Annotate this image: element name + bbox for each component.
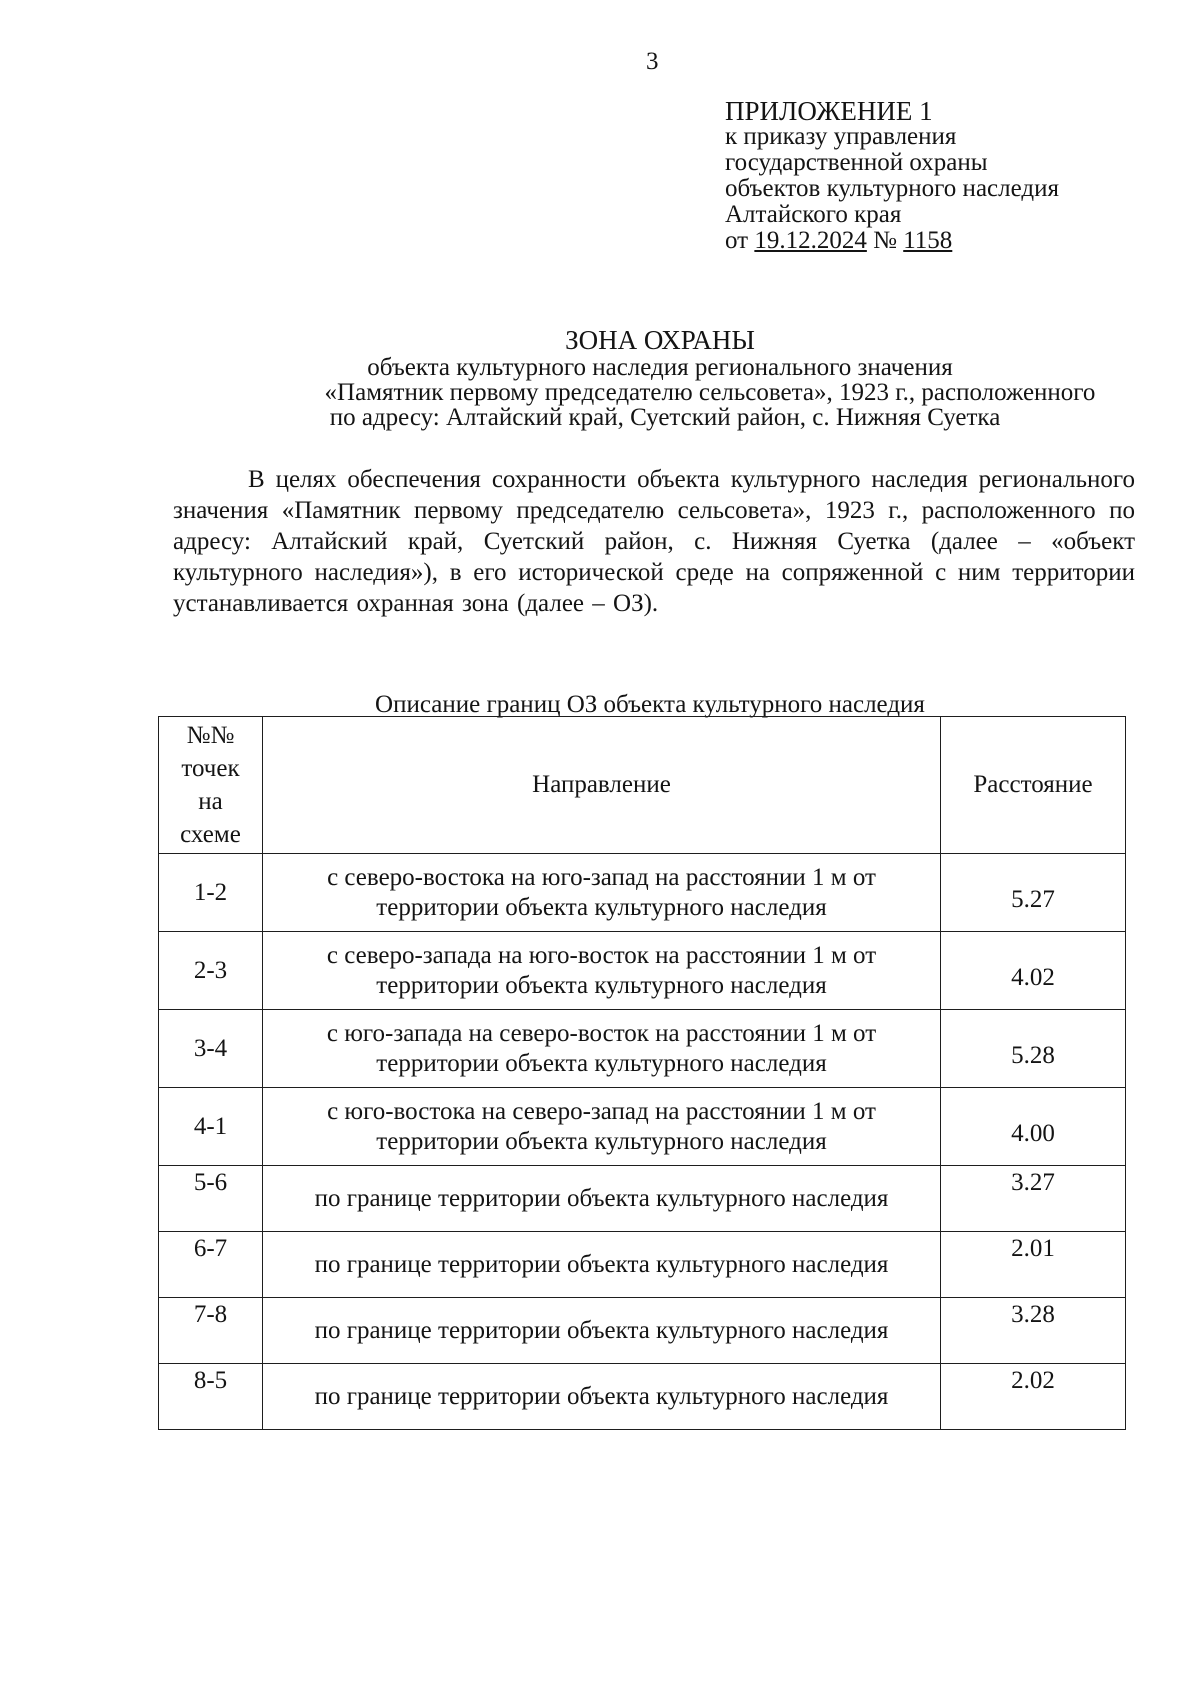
cell-distance: 4.02 [941, 932, 1126, 1010]
cell-direction: с северо-запада на юго-восток на расстоянии 1 м от территории объекта культурного наследия [263, 932, 941, 1010]
cell-distance: 3.27 [941, 1166, 1126, 1232]
table-row [159, 1088, 1126, 1166]
table-row [159, 932, 1126, 1010]
cell-distance: 3.28 [941, 1298, 1126, 1364]
appendix-line: объектов культурного наследия [725, 175, 1059, 202]
cell-points: 5-6 [159, 1166, 263, 1232]
cell-direction: по границе территории объекта культурного наследия [263, 1166, 941, 1232]
header-text: точек [181, 755, 240, 782]
appendix-line: Алтайского края [725, 201, 902, 228]
header-text: на [198, 788, 223, 815]
table-row [159, 1166, 1126, 1232]
cell-distance: 5.27 [941, 854, 1126, 932]
header-direction: Направление [263, 717, 941, 854]
table-row [159, 1010, 1126, 1088]
cell-direction: по границе территории объекта культурного наследия [263, 1232, 941, 1298]
cell-direction: с юго-востока на северо-запад на расстоянии 1 м от территории объекта культурного наследия [263, 1088, 941, 1166]
boundary-table [158, 716, 1126, 1430]
heading-line: «Памятник первому председателю сельсовета», 1923 г., расположенного [324, 379, 1096, 406]
cell-points: 2-3 [159, 932, 263, 1010]
intro-paragraph: В целях обеспечения сохранности объекта культурного наследия регионального значения «Памятник первому председателю сельсовета», 1923 г., расположенного по адресу: Алтайский край, Суетский район, с. Нижняя Суетка (далее – «объект культурного наследия»), в его исторической среде на сопряженной с ним территории устанавливается охранная зона (далее – ОЗ). [173, 466, 1135, 617]
cell-distance: 5.28 [941, 1010, 1126, 1088]
order-date: 19.12.2024 [754, 227, 867, 254]
order-number: 1158 [903, 227, 953, 254]
table-row [159, 1298, 1126, 1364]
cell-points: 6-7 [159, 1232, 263, 1298]
heading-line: по адресу: Алтайский край, Суетский район, с. Нижняя Суетка [329, 404, 1001, 431]
number-prefix: № [873, 227, 897, 254]
appendix-block [725, 98, 1059, 254]
heading-line: объекта культурного наследия регионального значения [367, 354, 953, 381]
cell-points: 3-4 [159, 1010, 263, 1088]
header-text: схеме [180, 821, 241, 848]
table-header-row [159, 717, 1126, 854]
page-number: 3 [646, 48, 659, 75]
heading-title: ЗОНА ОХРАНЫ [565, 325, 755, 355]
cell-direction: по границе территории объекта культурного наследия [263, 1364, 941, 1430]
cell-direction: по границе территории объекта культурного наследия [263, 1298, 941, 1364]
cell-direction: с юго-запада на северо-восток на расстоянии 1 м от территории объекта культурного наследия [263, 1010, 941, 1088]
document-heading [180, 325, 1140, 431]
cell-points: 1-2 [159, 854, 263, 932]
cell-points: 4-1 [159, 1088, 263, 1166]
cell-distance: 2.02 [941, 1364, 1126, 1430]
cell-points: 8-5 [159, 1364, 263, 1430]
table-row [159, 1232, 1126, 1298]
cell-distance: 4.00 [941, 1088, 1126, 1166]
date-prefix: от [725, 227, 749, 254]
cell-distance: 2.01 [941, 1232, 1126, 1298]
appendix-line: государственной охраны [725, 149, 988, 176]
appendix-title: ПРИЛОЖЕНИЕ 1 [725, 96, 933, 126]
header-points [159, 717, 263, 854]
cell-points: 7-8 [159, 1298, 263, 1364]
table-row [159, 1364, 1126, 1430]
table-row [159, 854, 1126, 932]
appendix-line: к приказу управления [725, 123, 957, 150]
table-caption: Описание границ ОЗ объекта культурного наследия [375, 691, 925, 718]
appendix-date-line [725, 228, 1059, 254]
header-text: №№ [186, 722, 235, 749]
cell-direction: с северо-востока на юго-запад на расстоянии 1 м от территории объекта культурного наследия [263, 854, 941, 932]
header-distance: Расстояние [941, 717, 1126, 854]
